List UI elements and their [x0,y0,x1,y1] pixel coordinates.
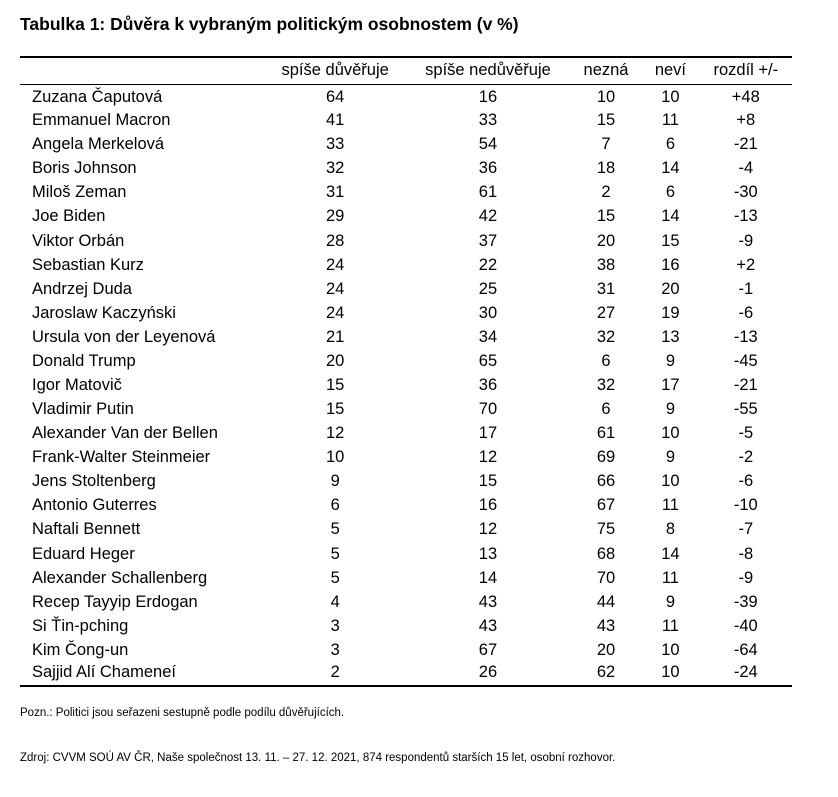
cell-distrust: 36 [478,375,498,394]
cell-trust: 3 [330,616,340,635]
cell-trust: 10 [325,448,345,467]
cell-difference: +2 [736,255,756,274]
cell-unknown: 75 [596,520,616,539]
cell-trust: 5 [330,520,340,539]
cell-trust: 12 [325,424,345,443]
cell-trust: 32 [325,159,345,178]
table-row [20,349,792,373]
table-row [20,253,792,277]
cell-unknown: 10 [596,88,616,107]
table-row [20,541,792,565]
table-title: Tabulka 1: Důvěra k vybraným politickým osobnostem (v %) [20,14,519,34]
cell-dont-know: 10 [661,424,680,443]
cell-difference: -9 [738,568,754,587]
cell-distrust: 26 [405,662,571,686]
cell-politician: Alexander Van der Bellen [32,424,218,443]
header-difference: rozdíl +/- [700,57,792,84]
cell-trust: 24 [325,303,345,322]
cell-dont-know: 20 [661,279,680,298]
cell-difference: -10 [733,496,758,515]
cell-unknown: 61 [596,424,616,443]
cell-difference: -7 [738,520,754,539]
cell-distrust: 36 [478,159,498,178]
cell-distrust: 70 [478,400,498,419]
cell-dont-know: 10 [641,662,699,686]
cell-difference: -5 [738,424,754,443]
cell-unknown: 67 [596,496,616,515]
cell-distrust: 54 [478,135,498,154]
cell-trust: 24 [325,279,345,298]
table-row [20,373,792,397]
cell-distrust: 37 [478,231,498,250]
cell-unknown: 27 [596,303,616,322]
cell-trust: 24 [325,255,345,274]
cell-unknown: 6 [601,351,611,370]
cell-difference: -64 [733,640,758,659]
cell-dont-know: 11 [661,568,679,587]
table-row [20,132,792,156]
cell-unknown: 2 [601,183,611,202]
cell-difference: -30 [733,183,758,202]
cell-unknown: 66 [596,472,616,491]
cell-dont-know: 9 [665,400,676,419]
cell-dont-know: 10 [661,472,680,491]
cell-difference: +48 [731,88,760,107]
table-row [20,493,792,517]
cell-distrust: 15 [478,472,498,491]
cell-dont-know: 14 [661,544,680,563]
cell-dont-know: 17 [661,375,680,394]
cell-trust: 4 [330,592,340,611]
cell-politician: Frank-Walter Steinmeier [32,448,211,467]
table-source: Zdroj: CVVM SOÚ AV ČR, Naše společnost 13. 11. – 27. 12. 2021, 874 respondentů starších 15 let, osobní rozhovor. [20,752,616,764]
cell-distrust: 42 [478,207,498,226]
cell-difference: -13 [733,207,758,226]
cell-trust: 9 [330,472,340,491]
cell-dont-know: 6 [665,135,676,154]
table-row [20,228,792,252]
cell-dont-know: 9 [665,351,676,370]
cell-distrust: 67 [478,640,498,659]
cell-politician: Donald Trump [32,351,136,370]
table-row [20,421,792,445]
cell-difference: -45 [733,351,758,370]
cell-unknown: 44 [596,592,616,611]
cell-difference: -21 [733,135,758,154]
cell-dont-know: 10 [661,88,680,107]
cell-politician: Joe Biden [32,207,106,226]
cell-dont-know: 11 [661,111,679,130]
cell-dont-know: 15 [661,231,680,250]
cell-politician: Zuzana Čaputová [32,88,163,107]
cell-unknown: 69 [596,448,616,467]
cell-dont-know: 16 [661,255,680,274]
cell-trust: 15 [325,375,345,394]
table-row [20,108,792,132]
cell-distrust: 16 [478,496,498,515]
cell-difference: -40 [733,616,758,635]
cell-unknown: 15 [596,207,616,226]
cell-distrust: 65 [478,351,498,370]
cell-dont-know: 9 [665,592,676,611]
cell-distrust: 16 [478,88,498,107]
cell-unknown: 6 [601,400,611,419]
table-row [20,301,792,325]
cell-politician: Si Ťin-pching [32,616,129,635]
table-row [20,638,792,662]
cell-unknown: 20 [596,640,616,659]
cell-politician: Eduard Heger [32,544,135,563]
cell-politician: Boris Johnson [32,159,137,178]
cell-difference: -9 [738,231,754,250]
cell-trust: 31 [325,183,345,202]
table-row [20,204,792,228]
table-row [20,566,792,590]
cell-distrust: 12 [478,520,498,539]
cell-unknown: 20 [596,231,616,250]
cell-trust: 21 [325,327,345,346]
cell-politician: Antonio Guterres [32,496,157,515]
cell-unknown: 38 [596,255,616,274]
table-row [20,445,792,469]
cell-dont-know: 14 [661,159,680,178]
cell-politician: Naftali Bennett [32,520,141,539]
cell-politician: Ursula von der Leyenová [32,327,216,346]
cell-distrust: 34 [478,327,498,346]
cell-distrust: 14 [478,568,498,587]
cell-distrust: 33 [478,111,498,130]
table-row [20,84,792,108]
cell-unknown: 15 [596,111,616,130]
cell-trust: 5 [330,544,340,563]
cell-politician: Alexander Schallenberg [32,568,208,587]
header-dont-know: neví [641,57,699,84]
cell-difference: -13 [733,327,758,346]
cell-distrust: 17 [478,424,498,443]
cell-politician: Kim Čong-un [32,640,129,659]
header-trust: spíše důvěřuje [265,57,405,84]
table-row [20,517,792,541]
cell-trust: 3 [330,640,340,659]
cell-politician: Vladimir Putin [32,400,134,419]
cell-politician: Igor Matovič [32,375,122,394]
cell-dont-know: 8 [665,520,676,539]
header-unknown: nezná [571,57,641,84]
cell-dont-know: 6 [665,183,676,202]
cell-distrust: 43 [478,616,498,635]
cell-dont-know: 11 [661,616,679,635]
cell-distrust: 22 [478,255,498,274]
table-row [20,614,792,638]
cell-difference: -1 [738,279,754,298]
cell-politician: Jens Stoltenberg [32,472,156,491]
cell-difference: -24 [700,662,792,686]
cell-unknown: 62 [571,662,641,686]
cell-unknown: 68 [596,544,616,563]
cell-trust: 41 [325,111,345,130]
cell-difference: -6 [738,472,754,491]
cell-distrust: 30 [478,303,498,322]
cell-unknown: 31 [596,279,616,298]
cell-unknown: 18 [596,159,616,178]
table-row [20,397,792,421]
cell-distrust: 12 [478,448,498,467]
cell-dont-know: 10 [661,640,680,659]
table-row [20,325,792,349]
cell-dont-know: 19 [661,303,680,322]
cell-difference: +8 [736,111,756,130]
cell-politician: Angela Merkelová [32,135,165,154]
cell-politician: Miloš Zeman [32,183,127,202]
header-name [20,57,265,84]
cell-unknown: 32 [596,327,616,346]
cell-trust: 28 [325,231,345,250]
cell-trust: 5 [330,568,340,587]
cell-politician: Sajjid Alí Chameneí [20,662,265,686]
cell-unknown: 43 [596,616,616,635]
cell-difference: -2 [738,448,754,467]
cell-difference: -55 [733,400,758,419]
cell-distrust: 61 [478,183,498,202]
cell-difference: -6 [738,303,754,322]
table-body [20,84,792,686]
cell-trust: 6 [330,496,340,515]
table-note: Pozn.: Politici jsou seřazeni sestupně podle podílu důvěřujících. [20,707,345,719]
trust-table [20,56,792,687]
cell-politician: Jaroslaw Kaczyński [32,303,176,322]
cell-politician: Recep Tayyip Erdogan [32,592,198,611]
cell-politician: Andrzej Duda [32,279,132,298]
cell-difference: -8 [738,544,754,563]
header-distrust: spíše nedůvěřuje [405,57,571,84]
cell-difference: -4 [738,159,754,178]
cell-unknown: 70 [596,568,616,587]
table-row [20,180,792,204]
table-row [20,277,792,301]
cell-unknown: 32 [596,375,616,394]
cell-dont-know: 9 [665,448,676,467]
cell-politician: Emmanuel Macron [32,111,171,130]
table-row [20,662,792,686]
cell-dont-know: 14 [661,207,680,226]
table-header-row [20,57,792,84]
cell-distrust: 13 [478,544,498,563]
cell-difference: -21 [733,375,758,394]
cell-dont-know: 11 [661,496,679,515]
table-row [20,156,792,180]
table-row [20,469,792,493]
cell-difference: -39 [733,592,758,611]
table-row [20,590,792,614]
cell-distrust: 43 [478,592,498,611]
cell-unknown: 7 [601,135,611,154]
cell-politician: Viktor Orbán [32,231,125,250]
cell-trust: 15 [325,400,345,419]
cell-trust: 20 [325,351,345,370]
cell-politician: Sebastian Kurz [32,255,144,274]
cell-trust: 29 [325,207,345,226]
cell-distrust: 25 [478,279,498,298]
cell-trust: 33 [325,135,345,154]
cell-trust: 2 [265,662,405,686]
cell-dont-know: 13 [661,327,680,346]
cell-trust: 64 [325,88,345,107]
